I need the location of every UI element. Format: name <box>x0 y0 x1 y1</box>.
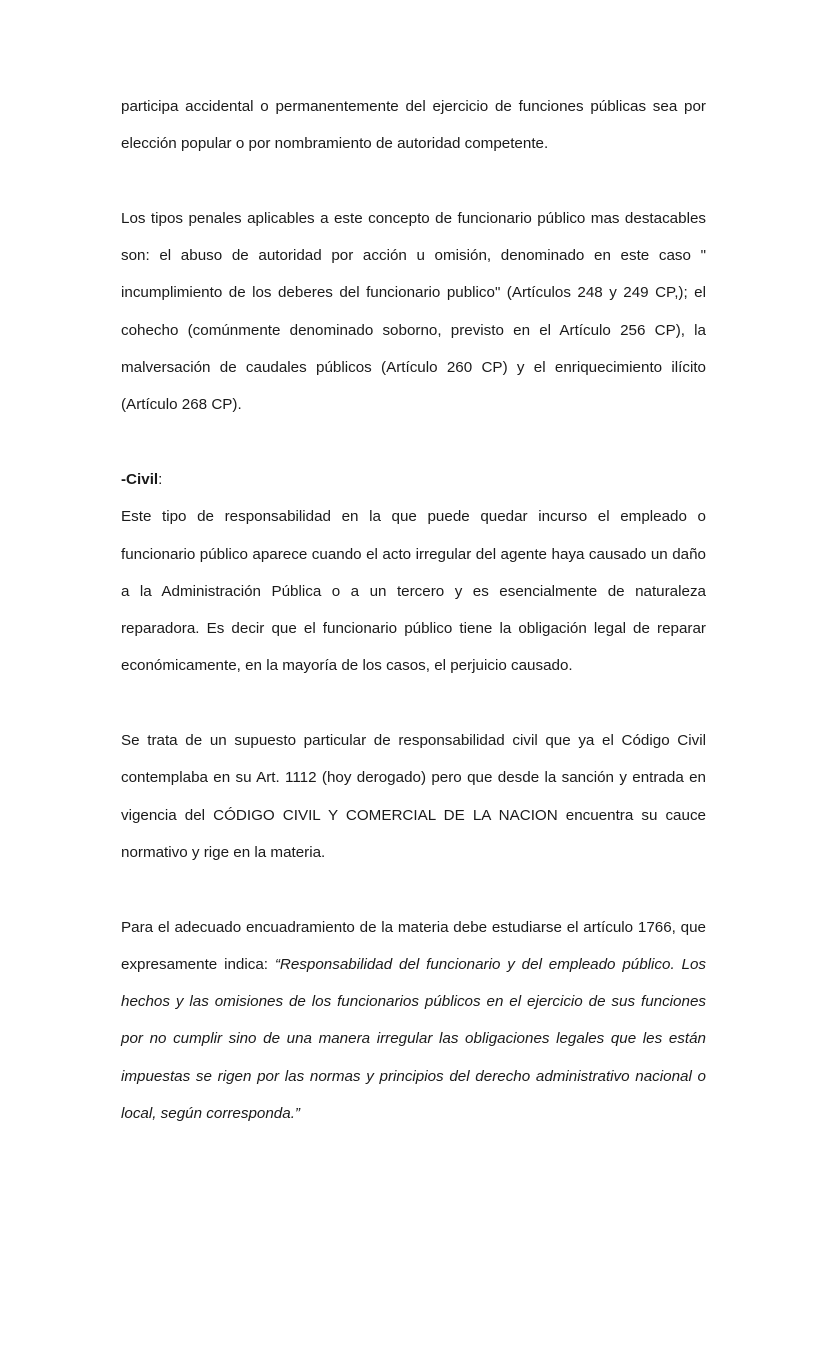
paragraph-codigo-civil: Se trata de un supuesto particular de responsabilidad civil que ya el Código Civil contemplaba en su Art. 1112 (hoy derogado) pero que desde la sanción y entrada en vigencia del CÓDIGO CIVIL Y COMERCIAL DE LA NACION encuentra su cauce normativo y rige en la materia. <box>121 732 706 861</box>
paragraph-responsabilidad-civil: Este tipo de responsabilidad en la que puede quedar incurso el empleado o funcionario público aparece cuando el acto irregular del agente haya causado un daño a la Administración Pública o a un tercero y es esencialmente de naturaleza reparadora. Es decir que el funcionario público tiene la obligación legal de reparar económicamente, en la mayoría de los casos, el perjuicio causado. <box>121 508 706 675</box>
paragraph-gap <box>121 871 706 908</box>
section-heading-civil <box>121 461 706 498</box>
paragraph-articulo-1766 <box>121 909 706 1133</box>
section-heading-colon: : <box>158 470 163 488</box>
paragraph-gap <box>121 163 706 200</box>
articulo-intro-text: Para el adecuado encuadramiento de la materia debe estudiarse el artículo 1766, que expresamente indica: <box>121 918 706 973</box>
articulo-quote-text: “Responsabilidad del funcionario y del empleado público. Los hechos y las omisiones de los funcionarios públicos en el ejercicio de sus funciones por no cumplir sino de una manera irregular las obligaciones legales que les están impuestas se rigen por las normas y principios del derecho administrativo nacional o local, según corresponda.” <box>121 955 707 1123</box>
section-heading-civil-text: -Civil <box>121 470 159 488</box>
paragraph-gap <box>121 685 706 722</box>
document-page <box>121 88 706 1132</box>
paragraph-tipos-penales: Los tipos penales aplicables a este concepto de funcionario público mas destacables son: el abuso de autoridad por acción u omisión, denominado en este caso " incumplimiento de los deberes del funcionario publico" (Artículos 248 y 249 CP,); el cohecho (comúnmente denominado soborno, previsto en el Artículo 256 CP), la malversación de caudales públicos (Artículo 260 CP) y el enriquecimiento ilícito (Artículo 268 CP). <box>121 209 706 414</box>
paragraph-gap <box>121 424 706 461</box>
paragraph-funciones-publicas: participa accidental o permanentemente del ejercicio de funciones públicas sea por elección popular o por nombramiento de autoridad competente. <box>121 98 706 153</box>
